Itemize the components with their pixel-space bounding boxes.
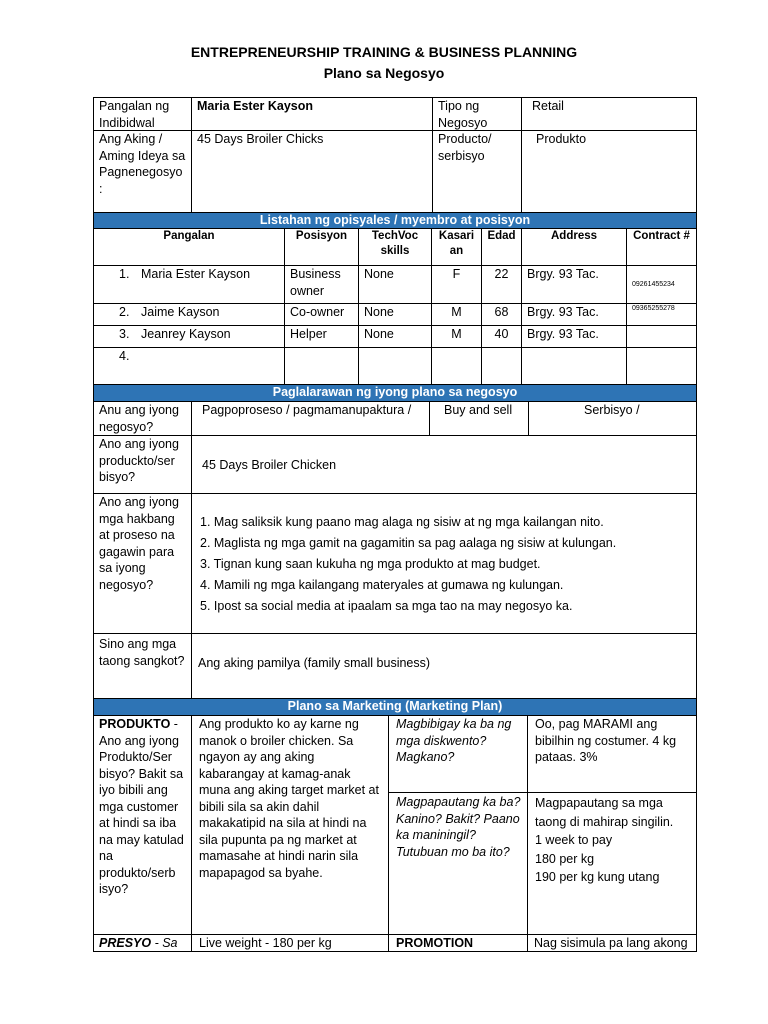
credit-answer-line: 1 week to pay <box>535 833 613 847</box>
col-header-age: Edad <box>481 228 522 266</box>
document-title: ENTREPRENEURSHIP TRAINING & BUSINESS PLANNING <box>190 44 578 60</box>
credit-answer-line: Magpapautang sa mga taong di mahirap singilin. <box>535 796 674 829</box>
product-answer: 45 Days Broiler Chicken <box>191 435 697 494</box>
row-number: 2. <box>119 305 130 319</box>
staff-heading: Listahan ng opisyales / myembro at posisyon <box>93 212 697 229</box>
steps-list <box>191 493 697 634</box>
row-contact <box>626 303 697 326</box>
presyo-label <box>93 934 192 952</box>
row-sex <box>431 347 482 385</box>
row-age: 68 <box>481 303 522 326</box>
col-header-name: Pangalan <box>93 228 285 266</box>
people-question: Sino ang mga taong sangkot? <box>93 633 192 699</box>
row-name: Jeanrey Kayson <box>141 327 231 341</box>
marketing-heading: Plano sa Marketing (Marketing Plan) <box>93 698 697 716</box>
credit-answer <box>527 792 697 935</box>
row-contact <box>626 325 697 348</box>
row-address: Brgy. 93 Tac. <box>521 303 627 326</box>
row-sex: M <box>431 325 482 348</box>
steps-question: Ano ang iyong mga hakbang at proseso na gagawin para sa iyong negosyo? <box>93 493 192 634</box>
row-age: 22 <box>481 265 522 304</box>
table-row-name <box>93 265 285 304</box>
credit-answer-line: 190 per kg kung utang <box>535 870 660 884</box>
promotion-answer: Nag sisimula pa lang akong <box>527 934 697 952</box>
option-service: Serbisyo / <box>528 401 697 436</box>
presyo-label-bold: PRESYO <box>99 936 152 950</box>
row-age: 40 <box>481 325 522 348</box>
row-skills: None <box>358 303 432 326</box>
row-sex: M <box>431 303 482 326</box>
col-header-address: Address <box>521 228 627 266</box>
col-header-skills: TechVoc skills <box>358 228 432 266</box>
col-header-sex: Kasari an <box>431 228 482 266</box>
table-row-name <box>93 303 285 326</box>
list-item: 4. Mamili ng mga kailangang materyales at gumawa ng kulungan. <box>200 578 564 592</box>
row-position: Helper <box>284 325 359 348</box>
row-name: Maria Ester Kayson <box>141 267 251 281</box>
row-number: 3. <box>119 327 130 341</box>
option-buy-sell: Buy and sell <box>429 401 529 436</box>
row-address <box>521 347 627 385</box>
product-question: Ano ang iyong produckto/ser bisyo? <box>93 435 192 494</box>
list-item: 3. Tignan kung saan kukuha ng mga produkto at mag budget. <box>200 557 541 571</box>
document-subtitle: Plano sa Negosyo <box>323 65 445 81</box>
people-answer: Ang aking pamilya (family small business) <box>191 633 697 699</box>
discount-answer: Oo, pag MARAMI ang bibilhin ng costumer. 4 kg pataas. 3% <box>527 715 697 793</box>
promotion-label: PROMOTION <box>388 934 528 952</box>
row-age <box>481 347 522 385</box>
produkto-question-text: - Ano ang iyong Produkto/Ser bisyo? Bakit sa iyo bibili ang mga customer at hindi sa iba na may katulad na produkto/serb isyo? <box>99 717 184 896</box>
list-item: 2. Maglista ng mga gamit na gagamitin sa pag aalaga ng sisiw at kulungan. <box>200 536 617 550</box>
row-contact-number: 09261455234 <box>632 281 675 288</box>
row-contact <box>626 265 697 304</box>
credit-answer-line: 180 per kg <box>535 851 595 866</box>
idea-label: Ang Aking / Aming Ideya sa Pagnenegosyo : <box>93 130 192 213</box>
produkto-label: PRODUKTO <box>99 717 171 731</box>
row-skills <box>358 347 432 385</box>
col-header-contact: Contract # <box>626 228 697 266</box>
produkto-answer: Ang produkto ko ay karne ng manok o broiler chicken. Sa ngayon ay ang aking kabarangay at kamag-anak muna ang aking target market at bibili sila sa akin dahil makakatipid na sila at hindi na sila pupunta pa ng market at mamasahe at hindi narin sila mapapagod sa byahe. <box>191 715 389 935</box>
row-skills: None <box>358 325 432 348</box>
plan-heading: Paglalarawan ng iyong plano sa negosyo <box>93 384 697 402</box>
option-processing: Pagpoproseso / pagmamanupaktura / <box>191 401 430 436</box>
type-value: Retail <box>521 97 697 131</box>
row-position: Co-owner <box>284 303 359 326</box>
credit-question: Magpapautang ka ba? Kanino? Bakit? Paano ka maniningil? Tutubuan mo ba ito? <box>388 792 528 935</box>
row-position: Business owner <box>284 265 359 304</box>
row-contact-number: 09365255278 <box>632 305 675 312</box>
name-label: Pangalan ng Indibidwal <box>93 97 192 131</box>
presyo-label-rest: - Sa <box>151 936 178 950</box>
idea-value: 45 Days Broiler Chicks <box>191 130 433 213</box>
row-contact <box>626 347 697 385</box>
row-sex: F <box>431 265 482 304</box>
list-item: 1. Mag saliksik kung paano mag alaga ng sisiw at ng mga kailangan nito. <box>200 515 604 529</box>
type-label: Tipo ng Negosyo <box>432 97 522 131</box>
row-name: Jaime Kayson <box>141 305 220 319</box>
produkto-question <box>93 715 192 935</box>
product-value: Produkto <box>521 130 697 213</box>
list-item: 5. Ipost sa social media at ipaalam sa mga tao na may negosyo ka. <box>200 599 573 613</box>
table-row-name <box>93 347 285 385</box>
business-type-question: Anu ang iyong negosyo? <box>93 401 192 436</box>
col-header-position: Posisyon <box>284 228 359 266</box>
product-label: Producto/ serbisyo <box>432 130 522 213</box>
row-number: 4. <box>119 349 130 363</box>
row-address: Brgy. 93 Tac. <box>521 325 627 348</box>
presyo-answer: Live weight - 180 per kg <box>191 934 389 952</box>
table-row-name <box>93 325 285 348</box>
row-number: 1. <box>119 267 130 281</box>
row-address: Brgy. 93 Tac. <box>521 265 627 304</box>
row-skills: None <box>358 265 432 304</box>
name-value: Maria Ester Kayson <box>191 97 433 131</box>
discount-question: Magbibigay ka ba ng mga diskwento? Magkano? <box>388 715 528 793</box>
row-position <box>284 347 359 385</box>
